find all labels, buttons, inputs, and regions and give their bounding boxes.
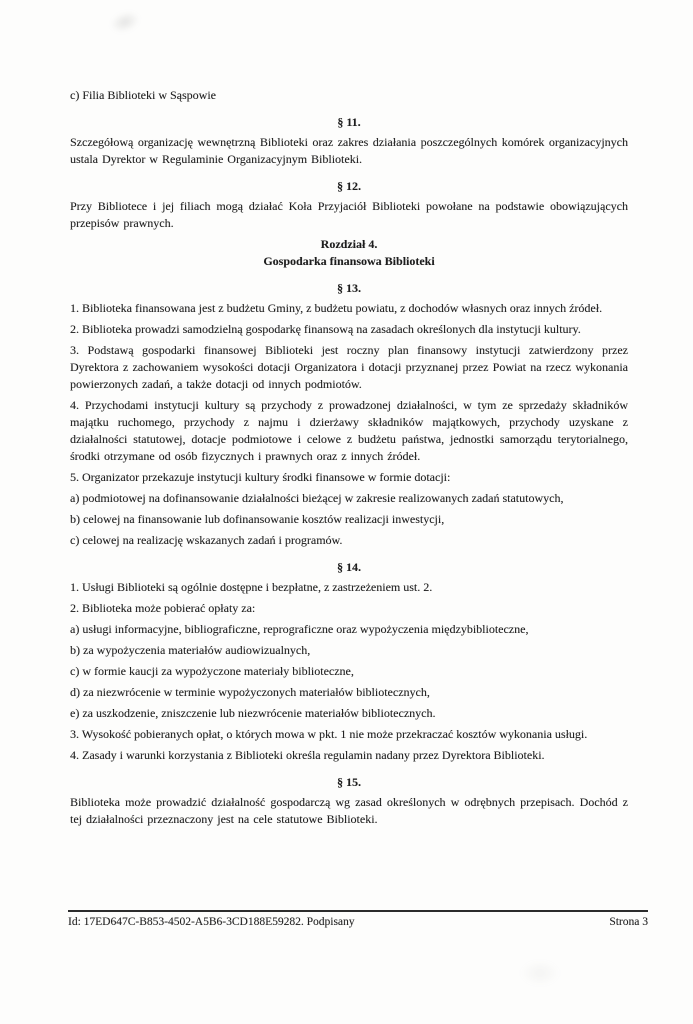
document-content [70, 87, 628, 832]
paragraph-12: Przy Bibliotece i jej filiach mogą działać Koła Przyjaciół Biblioteki powołane na podstawie obowiązujących przepisów prawnych. [70, 199, 628, 230]
clause-14-2c: c) w formie kaucji za wypożyczone materiały biblioteczne, [70, 664, 354, 678]
clause-14-3: 3. Wysokość pobieranych opłat, o których mowa w pkt. 1 nie może przekraczać kosztów wykonania usługi. [70, 727, 588, 741]
paragraph-15: Biblioteka może prowadzić działalność gospodarczą wg zasad określonych w odrębnych przepisach. Dochód z tej działalności przeznaczony jest na cele statutowe Biblioteki. [70, 795, 628, 826]
scan-smudge [520, 960, 560, 986]
clause-14-1: 1. Usługi Biblioteki są ogólnie dostępne i bezpłatne, z zastrzeżeniem ust. 2. [70, 580, 433, 594]
clause-14-2e: e) za uszkodzenie, zniszczenie lub niezwrócenie materiałów bibliotecznych. [70, 706, 436, 720]
page-number: Strona 3 [609, 916, 648, 928]
section-heading-11: § 11. [337, 115, 361, 129]
clause-13-2: 2. Biblioteka prowadzi samodzielną gospodarkę finansową na zasadach określonych dla instytucji kultury. [70, 322, 581, 336]
clause-13-4: 4. Przychodami instytucji kultury są przychody z prowadzonej działalności, w tym ze sprzedaży składników majątku ruchomego, przychody z najmu i dzierżawy składników majątkowych, przychody uzyskane z działalności statutowej, dotacje podmiotowe i celowe z budżetu państwa, jednostki samorządu terytorialnego, środki otrzymane od osób fizycznych i prawnych oraz z innych źródeł. [70, 398, 628, 463]
clause-13-5a: a) podmiotowej na dofinansowanie działalności bieżącej w zakresie realizowanych zadań statutowych, [70, 491, 564, 505]
list-item-filia: c) Filia Biblioteki w Sąspowie [70, 88, 216, 102]
clause-13-3: 3. Podstawą gospodarki finansowej Biblioteki jest roczny plan finansowy instytucji zatwierdzony przez Dyrektora z zachowaniem wysokości dotacji Organizatora i dotacji przyznanej przez Powiat na rzecz wykonania powierzonych zadań, a także dotacji od innych podmiotów. [70, 343, 628, 391]
clause-14-2: 2. Biblioteka może pobierać opłaty za: [70, 601, 256, 615]
chapter-number: Rozdział 4. [320, 237, 378, 251]
document-id: Id: 17ED647C-B853-4502-A5B6-3CD188E59282. Podpisany [68, 916, 355, 928]
clause-13-5c: c) celowej na realizację wskazanych zadań i programów. [70, 533, 343, 547]
clause-13-5: 5. Organizator przekazuje instytucji kultury środki finansowe w formie dotacji: [70, 470, 451, 484]
scan-smudge [107, 7, 142, 36]
page-footer [68, 910, 648, 928]
chapter-title: Gospodarka finansowa Biblioteki [263, 254, 435, 268]
clause-14-2a: a) usługi informacyjne, bibliograficzne, reprograficzne oraz wypożyczenia międzybiblioteczne, [70, 622, 529, 636]
section-heading-14: § 14. [337, 560, 361, 574]
clause-14-4: 4. Zasady i warunki korzystania z Biblioteki określa regulamin nadany przez Dyrektora Biblioteki. [70, 748, 545, 762]
section-heading-12: § 12. [337, 179, 361, 193]
clause-13-5b: b) celowej na finansowanie lub dofinansowanie kosztów realizacji inwestycji, [70, 512, 445, 526]
section-heading-13: § 13. [337, 281, 361, 295]
clause-14-2b: b) za wypożyczenia materiałów audiowizualnych, [70, 643, 311, 657]
paragraph-11: Szczegółową organizację wewnętrzną Biblioteki oraz zakres działania poszczególnych komórek organizacyjnych ustala Dyrektor w Regulaminie Organizacyjnym Biblioteki. [70, 135, 628, 166]
clause-13-1: 1. Biblioteka finansowana jest z budżetu Gminy, z budżetu powiatu, z dochodów własnych oraz innych źródeł. [70, 301, 603, 315]
clause-14-2d: d) za niezwrócenie w terminie wypożyczonych materiałów bibliotecznych, [70, 685, 430, 699]
section-heading-15: § 15. [337, 775, 361, 789]
